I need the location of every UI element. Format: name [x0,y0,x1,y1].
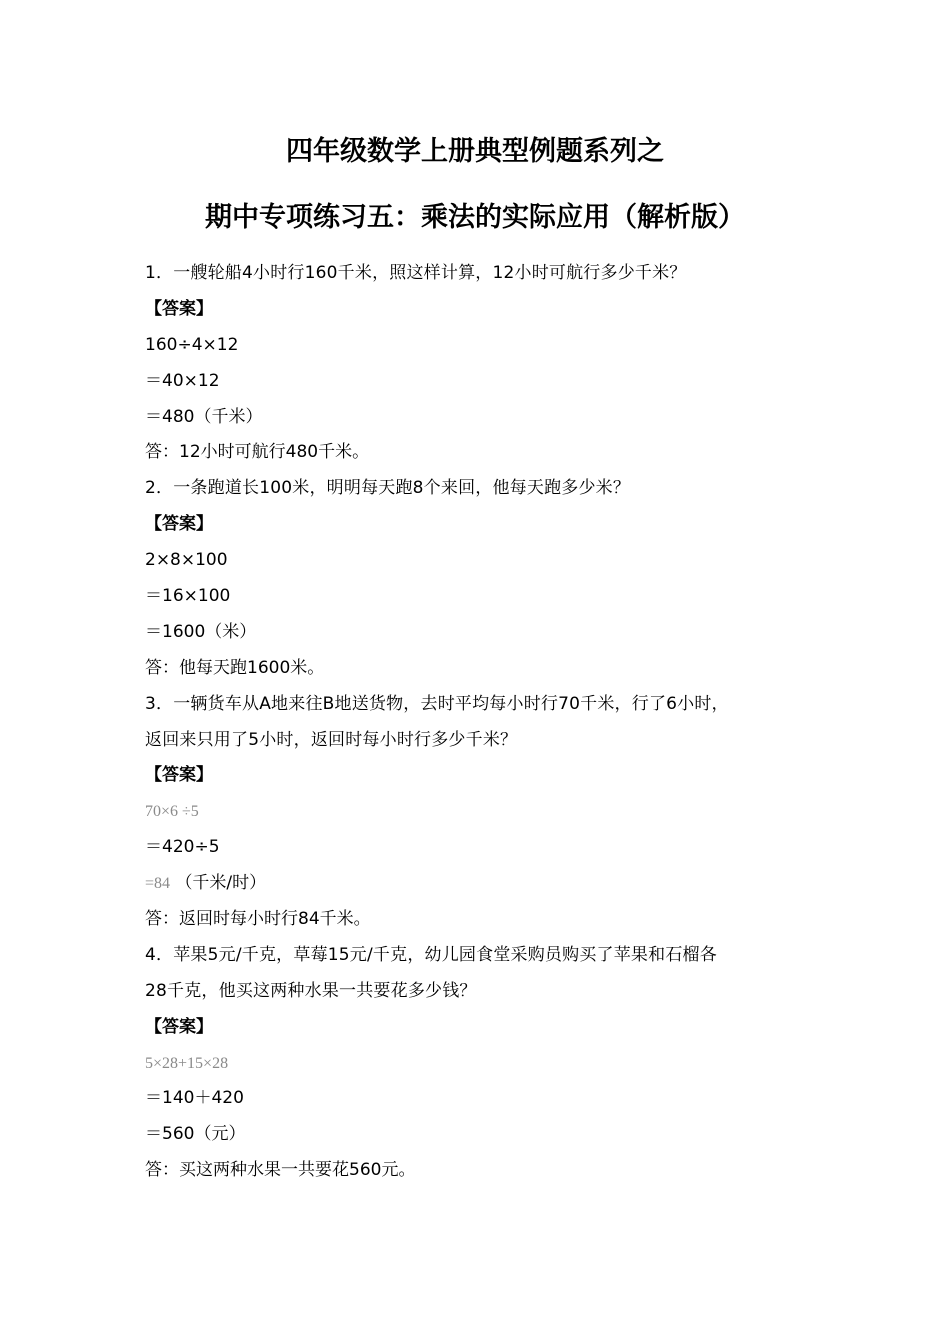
problem-3 [145,687,815,938]
solution-step: ＝16×100 [145,586,231,607]
solution-step: 70×6 ÷5 [145,803,199,821]
document-title-line-1: 四年级数学上册典型例题系列之 [286,136,664,167]
solution-step: ＝480（千米） [145,406,263,427]
problem-question: 4．苹果5元/千克，草莓15元/千克，幼儿园食堂采购员购买了苹果和石榴各 [145,944,717,965]
answer-label: 【答案】 [145,514,213,535]
solution-step: 5×28+15×28 [145,1054,229,1072]
solution-step: ＝560（元） [145,1124,246,1145]
answer-conclusion: 答：12小时可航行480千米。 [145,442,370,463]
problem-question: 3．一辆货车从A地来往B地送货物，去时平均每小时行70千米，行了6小时， [145,693,729,714]
solution-step: ＝140＋420 [145,1088,244,1109]
problem-question-continued: 28千克，他买这两种水果一共要花多少钱？ [145,980,477,1001]
solution-step: ＝1600（米） [145,621,257,642]
solution-step: 2×8×100 [145,550,228,571]
problem-list [145,256,815,1189]
problem-4 [145,938,815,1189]
solution-unit: （千米/时） [175,873,267,894]
problem-2 [145,471,815,686]
solution-value: =84 [145,875,171,893]
solution-step [145,866,815,902]
answer-label: 【答案】 [145,298,213,319]
answer-conclusion: 答：返回时每小时行84千米。 [145,909,371,930]
document-title-line-2: 期中专项练习五：乘法的实际应用（解析版） [205,202,745,233]
answer-label: 【答案】 [145,1016,213,1037]
solution-step: 160÷4×12 [145,334,239,355]
answer-conclusion: 答：买这两种水果一共要花560元。 [145,1160,416,1181]
answer-label: 【答案】 [145,765,213,786]
problem-1 [145,256,815,471]
problem-question: 1．一艘轮船4小时行160千米，照这样计算，12小时可航行多少千米？ [145,263,687,283]
solution-step: ＝40×12 [145,370,220,391]
answer-conclusion: 答：他每天跑1600米。 [145,657,325,678]
problem-question-continued: 返回来只用了5小时，返回时每小时行多少千米？ [145,729,518,750]
solution-step: ＝420÷5 [145,837,220,858]
problem-question: 2．一条跑道长100米，明明每天跑8个来回，他每天跑多少米？ [145,478,631,499]
